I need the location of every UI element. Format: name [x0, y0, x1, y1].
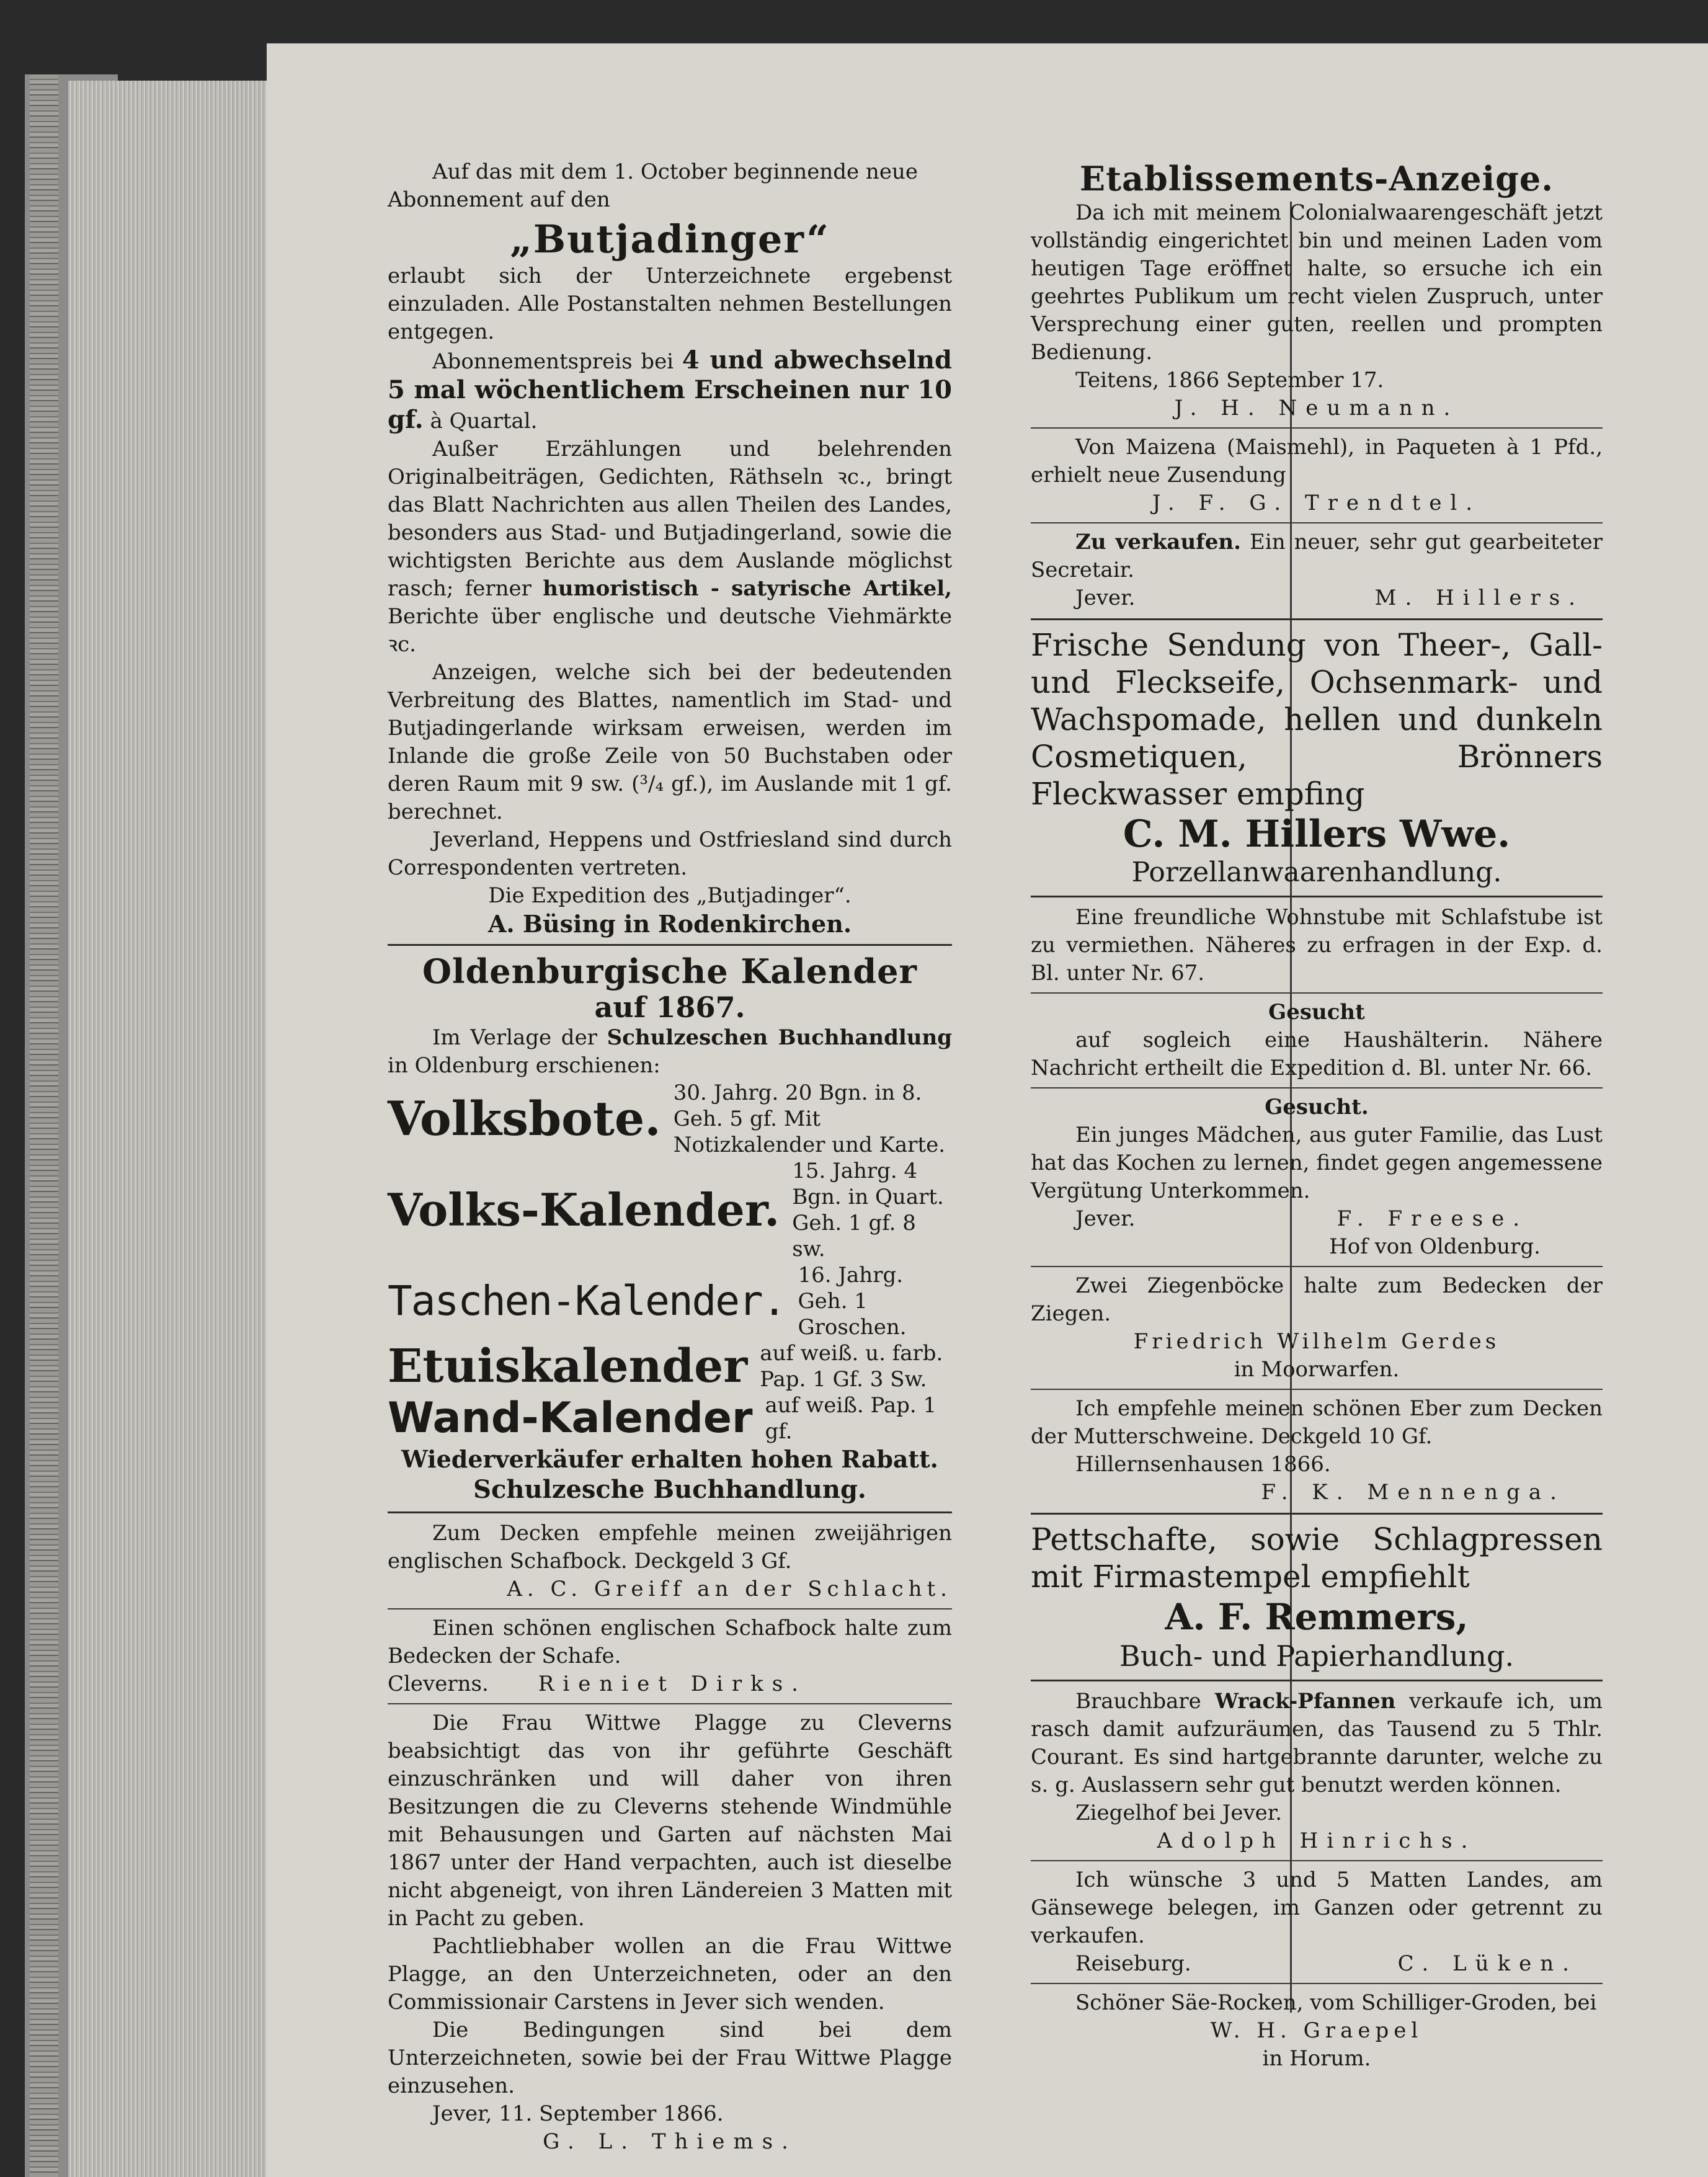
ad-signature: Adolph Hinrichs. — [1157, 1828, 1477, 1853]
ad-haushaelterin — [1031, 999, 1603, 1082]
ad-signature: C. Lüken. — [1397, 1951, 1578, 1976]
ad-text-3: Die Bedingungen sind bei dem Unterzeichneten, sowie bei der Frau Wittwe Plagge einzusehen. — [388, 2018, 952, 2098]
ad-place: Jever. — [1075, 585, 1136, 610]
ad-saee-rocken — [1031, 1989, 1603, 2073]
page-stack — [68, 81, 273, 2177]
ad-heading: Zu verkaufen. — [1075, 530, 1241, 554]
ad-pettschafte — [1031, 1521, 1603, 1673]
item-desc: auf weiß. Pap. 1 gf. — [765, 1393, 937, 1444]
ad-place: Jever. — [1075, 1206, 1136, 1231]
ad-text: Zum Decken empfehle meinen zweijährigen englischen Schafbock. Deckgeld 3 Gf. — [388, 1521, 952, 1574]
ad-maizena — [1031, 434, 1603, 517]
ad-firm-sub: Buch- und Papierhandlung. — [1119, 1639, 1515, 1673]
invitation-text: erlaubt sich der Unterzeichnete ergebenst einzuladen. Alle Postanstalten nehmen Bestellungen entgegen. — [388, 264, 952, 344]
ad-maedchen — [1031, 1093, 1603, 1261]
ad-text: Ich empfehle meinen schönen Eber zum Decken der Mutterschweine. Deckgeld 10 Gf. — [1031, 1396, 1603, 1449]
divider — [388, 944, 952, 946]
ad-text: Pettschafte, sowie Schlagpressen mit Firmastempel empfiehlt — [1031, 1521, 1603, 1595]
ad-product: Wrack-Pfannen — [1214, 1689, 1396, 1714]
kalender-item-taschen-kalender — [388, 1262, 952, 1340]
divider — [1031, 1266, 1603, 1267]
item-desc: 15. Jahrg. 4 Bgn. in Quart. Geh. 1 gf. 8 sw. — [792, 1159, 944, 1262]
ad-footer — [1031, 1205, 1603, 1233]
marbled-edge — [30, 74, 58, 2177]
item-name: Volksbote. — [388, 1091, 661, 1146]
price-emphasis: 4 und abwechselnd 5 mal wöchentlichem Erscheinen nur 10 gf. — [388, 345, 952, 434]
ad-text: Von Maizena (Maismehl), in Paqueten à 1 Pfd., erhielt neue Zusendung — [1031, 435, 1603, 487]
ad-signature: W. H. Graepel — [1210, 2018, 1423, 2043]
ad-text: Da ich mit meinem Colonialwaarengeschäft jetzt vollständig eingerichtet bin und meinen Laden vom heutigen Tage eröffnet halte, so ersuche ich ein geehrtes Publikum um recht vielen Zuspruch, unter Versprechung einer guten, reellen und prompten Bedienung. — [1031, 200, 1603, 365]
ad-text-2: Pachtliebhaber wollen an die Frau Wittwe Plagge, an den Unterzeichneten, oder an den Commissionair Carstens in Jever sich wenden. — [388, 1934, 952, 2015]
ad-heading: Gesucht. — [1265, 1095, 1369, 1120]
divider — [1031, 1860, 1603, 1861]
ad-date: Jever, 11. September 1866. — [432, 2101, 724, 2126]
ad-etablissement — [1031, 158, 1603, 422]
ad-signature: F. Freese. — [1337, 1206, 1528, 1231]
content-text-c: Berichte über englische und deutsche Viehmärkte ꝛc. — [388, 604, 952, 657]
divider — [1031, 1087, 1603, 1088]
kalender-item-etuiskalender — [388, 1340, 952, 1392]
item-desc: 16. Jahrg. Geh. 1 Groschen. — [798, 1263, 907, 1340]
ad-text — [1031, 1688, 1603, 1799]
divider — [1031, 1983, 1603, 1984]
ad-place: Cleverns. — [388, 1672, 489, 1696]
ad-signature: M. Hillers. — [1374, 585, 1584, 610]
ad-body: Ein neuer, sehr gut gearbeiteter Secretair. — [1031, 530, 1603, 582]
content-text-emphasis: humoristisch - satyrische Artikel, — [543, 576, 952, 601]
kalender-item-volksbote — [388, 1080, 952, 1158]
ad-date: Teitens, 1866 September 17. — [1075, 368, 1384, 393]
ad-signature: Rieniet Dirks. — [538, 1672, 807, 1696]
ad-footer — [388, 1670, 952, 1698]
ad-text-c: verkaufe ich, um rasch damit aufzuräumen, das Tausend zu 5 Thlr. Courant. Es sind hartgebrannte darunter, welche zu s. g. Auslassern sehr gut benutzt werden können. — [1031, 1689, 1603, 1797]
newspaper-page — [267, 43, 1708, 2177]
ad-signature-2: Hof von Oldenburg. — [1329, 1234, 1541, 1259]
intro-line-2: Abonnement auf den — [388, 187, 610, 212]
kalender-publisher: Schulzeschen Buchhandlung — [607, 1025, 952, 1050]
ad-text: Einen schönen englischen Schafbock halte zum Bedecken der Schafe. — [388, 1616, 952, 1668]
ad-place: Reiseburg. — [1075, 1951, 1191, 1976]
ad-signature: F. K. Mennenga. — [1261, 1480, 1565, 1505]
ad-signature: J. F. G. Trendtel. — [1152, 491, 1482, 515]
ad-text: Ein junges Mädchen, aus guter Familie, das Lust hat das Kochen zu lernen, findet gegen angemessene Vergütung Unterkommen. — [1031, 1123, 1603, 1203]
divider — [1031, 1389, 1603, 1390]
price-text — [388, 346, 952, 435]
ad-footer — [1031, 584, 1603, 612]
divider — [1031, 1513, 1603, 1515]
ad-text — [1031, 528, 1603, 584]
item-name: Wand-Kalender — [388, 1394, 753, 1443]
divider — [1031, 992, 1603, 994]
ad-signature: G. L. Thiems. — [543, 2129, 797, 2154]
divider — [1031, 427, 1603, 429]
ad-text: Ich wünsche 3 und 5 Matten Landes, am Gänsewege belegen, im Ganzen oder getrennt zu verkaufen. — [1031, 1868, 1603, 1948]
kalender-item-wand-kalender — [388, 1392, 952, 1445]
ad-firm: A. F. Remmers, — [1165, 1596, 1469, 1638]
ad-signature: J. H. Neumann. — [1174, 396, 1459, 421]
ad-text: auf sogleich eine Haushälterin. Nähere Nachricht ertheilt die Expedition d. Bl. unter Nr. 66. — [1031, 1028, 1603, 1080]
ad-text: Frische Sendung von Theer-, Gall- und Fleckseife, Ochsenmark- und Wachspomade, hellen und dunkeln Cosmetiquen, Brönners Fleckwasser empfing — [1031, 627, 1603, 812]
kalender-subtitle: auf 1867. — [594, 991, 745, 1024]
publisher-signature: A. Büsing in Rodenkirchen. — [487, 910, 852, 938]
kalender-title: Oldenburgische Kalender — [422, 951, 917, 991]
item-name: Taschen-Kalender. — [388, 1277, 786, 1325]
ad-title: Etablissements-Anzeige. — [1079, 159, 1554, 198]
expedition-signature: Die Expedition des „Butjadinger“. — [488, 883, 852, 908]
ad-text-a: Brauchbare — [1075, 1689, 1215, 1714]
content-text-a: Außer Erzählungen und belehrenden Originalbeiträgen, Gedichten, Räthseln ꝛc., bringt das Blatt Nachrichten aus allen Theilen des Landes, besonders aus Stad- und Butjadingerland, sowie die wichtigsten Berichte aus dem Auslande möglichst rasch; ferner — [388, 437, 952, 601]
ad-text: Schöner Säe-Rocken, vom Schilliger-Groden, bei — [1075, 1990, 1597, 2015]
ad-windmuehle — [388, 1709, 952, 2156]
ad-firm-sub: Porzellanwaarenhandlung. — [1131, 857, 1502, 888]
kalender-intro-a: Im Verlage der — [432, 1025, 607, 1050]
correspondents-text: Jeverland, Heppens und Ostfriesland sind durch Correspondenten vertreten. — [388, 827, 952, 880]
ad-wrack-pfannen — [1031, 1688, 1603, 1855]
ad-place: Ziegelhof bei Jever. — [1075, 1801, 1283, 1825]
divider — [1031, 1680, 1603, 1681]
divider — [388, 1608, 952, 1609]
kalender-firm: Schulzesche Buchhandlung. — [473, 1475, 866, 1504]
ad-eber — [1031, 1395, 1603, 1507]
content-text — [388, 435, 952, 659]
ad-wohnstube — [1031, 904, 1603, 987]
kalender-intro — [388, 1024, 952, 1080]
ad-text: Die Frau Wittwe Plagge zu Cleverns beabsichtigt das von ihr geführte Geschäft einzuschränken und will daher von ihren Besitzungen die zu Cleverns stehende Windmühle mit Behausungen und Garten auf nächsten Mai 1867 unter der Hand verpachten, auch ist dieselbe nicht abgeneigt, von ihren Ländereien 3 Matten mit in Pacht zu geben. — [388, 1711, 952, 1931]
ad-text: Eine freundliche Wohnstube mit Schlafstube ist zu vermiethen. Näheres zu erfragen in der Exp. d. Bl. unter Nr. 67. — [1031, 905, 1603, 986]
price-suffix: à Quartal. — [423, 409, 538, 434]
rabatt-text: Wiederverkäufer erhalten hohen Rabatt. — [401, 1445, 938, 1473]
item-name: Etuiskalender — [388, 1340, 748, 1393]
ad-rates-text: Anzeigen, welche sich bei der bedeutenden Verbreitung des Blattes, namentlich im Stad- und Butjadingerlande wirksam erweisen, werden im Inlande die große Zeile von 50 Buchstaben oder deren Raum mit 9 sw. (³/₄ gf.), im Auslande mit 1 gf. berechnet. — [388, 660, 952, 824]
kalender-intro-c: in Oldenburg erschienen: — [388, 1053, 661, 1078]
ad-footer — [1031, 1950, 1603, 1978]
ad-schafbock-dirks — [388, 1614, 952, 1698]
intro-line-1: Auf das mit dem 1. October beginnende neue — [432, 159, 918, 184]
kalender-item-volks-kalender — [388, 1158, 952, 1262]
ad-secretair — [1031, 528, 1603, 612]
ad-ziegenboecke — [1031, 1272, 1603, 1384]
ad-signature-2: in Moorwarfen. — [1234, 1357, 1400, 1382]
ad-seife — [1031, 626, 1603, 889]
divider — [388, 1511, 952, 1513]
right-column — [1031, 158, 1603, 2073]
ad-firm: C. M. Hillers Wwe. — [1123, 812, 1511, 856]
divider — [1031, 618, 1603, 620]
newspaper-title: „Butjadinger“ — [510, 216, 830, 262]
ad-text: Zwei Ziegenböcke halte zum Bedecken der Ziegen. — [1031, 1273, 1603, 1326]
ad-signature: A. C. Greiff an der Schlacht. — [507, 1577, 952, 1601]
item-desc: 30. Jahrg. 20 Bgn. in 8. Geh. 5 gf. Mit Notizkalender und Karte. — [673, 1080, 946, 1157]
ad-heading: Gesucht — [1268, 1000, 1365, 1025]
ad-signature-2: in Horum. — [1262, 2046, 1371, 2071]
divider — [388, 1703, 952, 1704]
ad-date: Hillernsenhausen 1866. — [1075, 1452, 1331, 1477]
ad-schafbock-greiff — [388, 1520, 952, 1603]
item-desc: auf weiß. u. farb. Pap. 1 Gf. 3 Sw. — [760, 1341, 943, 1392]
ad-butjadinger — [388, 158, 952, 938]
left-column — [388, 158, 952, 2156]
ad-kalender — [388, 952, 952, 1505]
ad-signature: Friedrich Wilhelm Gerdes — [1133, 1329, 1500, 1354]
item-name: Volks-Kalender. — [388, 1183, 780, 1236]
ad-matten-landes — [1031, 1866, 1603, 1978]
divider — [1031, 522, 1603, 523]
price-label: Abonnementspreis bei — [432, 349, 682, 374]
divider — [1031, 896, 1603, 897]
